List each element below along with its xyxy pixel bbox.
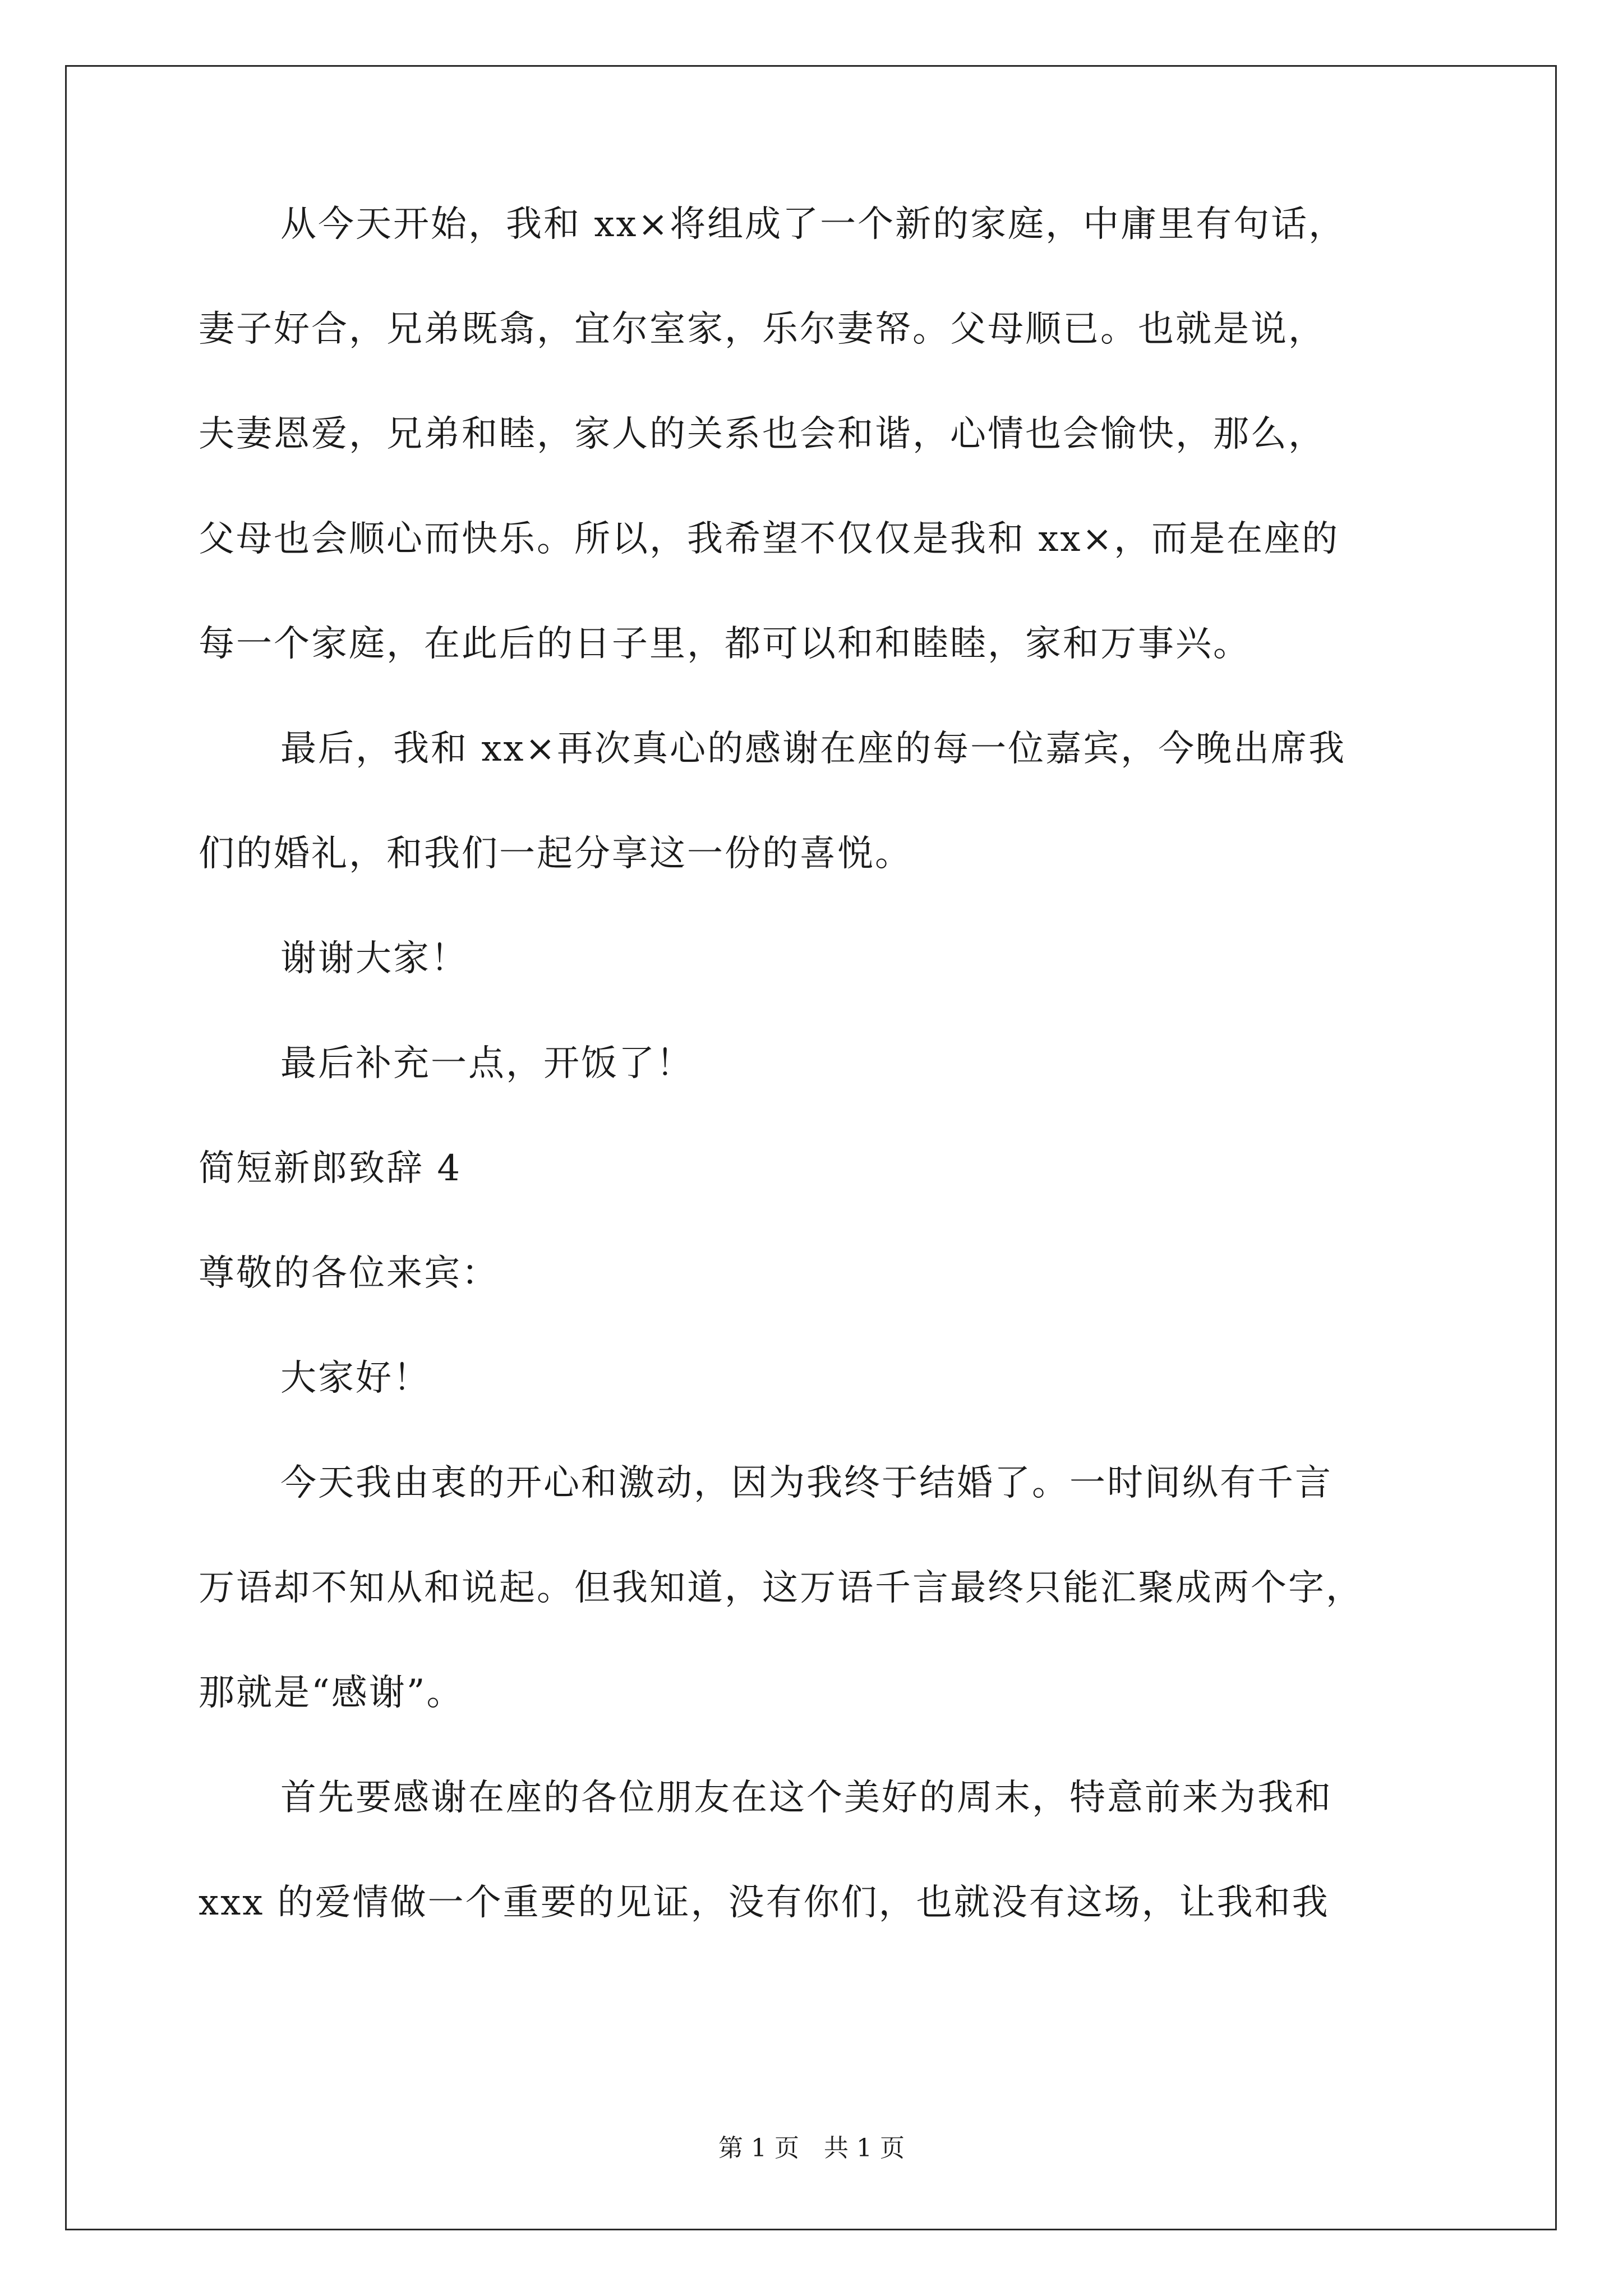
paragraph-line: 万语却不知从和说起。但我知道，这万语千言最终只能汇聚成两个字， bbox=[199, 1567, 1363, 1609]
salutation-line: 尊敬的各位来宾： bbox=[199, 1253, 499, 1294]
paragraph-line: 最后补充一点，开饭了！ bbox=[280, 1043, 694, 1084]
paragraph-line: 从今天开始，我和 xx×将组成了一个新的家庭，中庸里有句话， bbox=[280, 204, 1347, 245]
paragraph-line: xxx 的爱情做一个重要的见证，没有你们，也就没有这场，让我和我 bbox=[199, 1882, 1330, 1924]
paragraph-line: 今天我由衷的开心和激动，因为我终于结婚了。一时间纵有千言 bbox=[280, 1462, 1332, 1504]
paragraph-line: 大家好！ bbox=[280, 1358, 431, 1399]
paragraph-line: 妻子好合，兄弟既翕，宜尔室家，乐尔妻帑。父母顺已。也就是说， bbox=[199, 309, 1326, 350]
paragraph-line: 们的婚礼，和我们一起分享这一份的喜悦。 bbox=[199, 833, 912, 875]
paragraph-line: 首先要感谢在座的各位朋友在这个美好的周末，特意前来为我和 bbox=[280, 1777, 1332, 1819]
paragraph-line: 最后，我和 xx×再次真心的感谢在座的每一位嘉宾，今晚出席我 bbox=[280, 728, 1347, 770]
section-heading: 简短新郎致辞 4 bbox=[199, 1148, 462, 1189]
paragraph-line: 谢谢大家！ bbox=[280, 938, 468, 979]
paragraph-line: 父母也会顺心而快乐。所以，我希望不仅仅是我和 xx×，而是在座的 bbox=[199, 518, 1340, 560]
paragraph-line: 那就是“感谢”。 bbox=[199, 1672, 464, 1714]
paragraph-line: 每一个家庭，在此后的日子里，都可以和和睦睦，家和万事兴。 bbox=[199, 623, 1251, 665]
paragraph-line: 夫妻恩爱，兄弟和睦，家人的关系也会和谐，心情也会愉快，那么， bbox=[199, 413, 1326, 455]
page-footer: 第 1 页 共 1 页 bbox=[718, 2134, 905, 2162]
